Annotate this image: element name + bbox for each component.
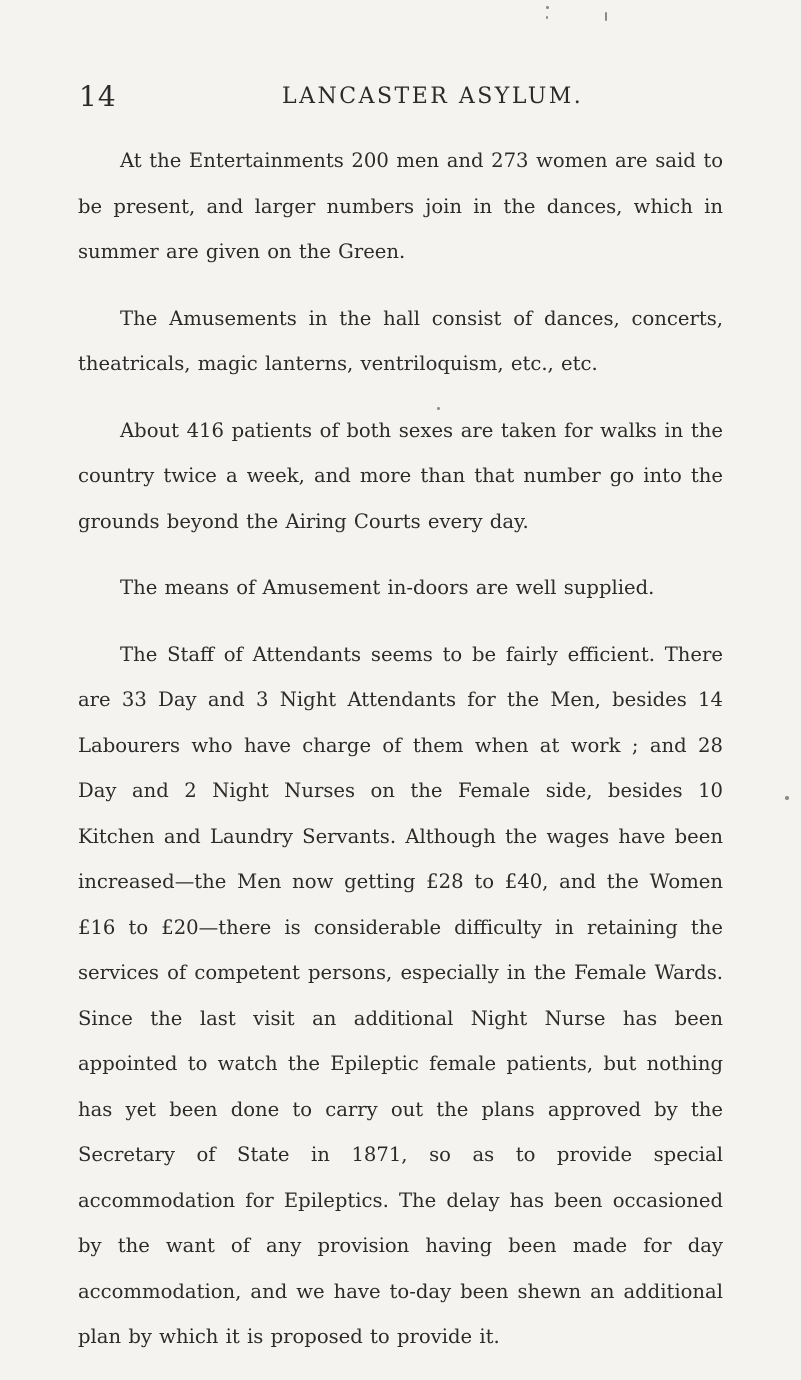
- page-number: 14: [79, 80, 117, 113]
- paragraph-staff: The Staff of Attendants seems to be fairly efficient. There are 33 Day and 3 Night Attendants for the Men, besides 14 Labourers who have charge of them when at work ; and 28 Day and 2 Night Nurses on the Female side, besides 10 Kitchen and Laundry Servants. Although the wages have been increased—the Men now getting £28 to £40, and the Women £16 to £20—there is considerable difficulty in retaining the services of competent persons, especially in the Female Wards. Since the last visit an additional Night Nurse has been appointed to watch the Epileptic female patients, but nothing has yet been done to carry out the plans approved by the Secretary of State in 1871, so as to provide special accommodation for Epileptics. The delay has been occasioned by the want of any provision having been made for day accommodation, and we have to-day been shewn an additional plan by which it is proposed to provide it.: [78, 642, 723, 1348]
- paragraph-indoor-amusement: The means of Amusement in-doors are well supplied.: [120, 576, 655, 599]
- running-title: LANCASTER ASYLUM.: [282, 84, 584, 109]
- paper-speck: [546, 6, 549, 9]
- paper-speck: [437, 407, 440, 410]
- paragraph-amusements: The Amusements in the hall consist of dances, concerts, theatricals, magic lanterns, ventriloquism, etc., etc.: [78, 306, 723, 375]
- body-text: [78, 138, 723, 1360]
- paper-speck: [785, 796, 789, 800]
- paragraph-walks: About 416 patients of both sexes are taken for walks in the country twice a week, and more than that number go into the grounds beyond the Airing Courts every day.: [78, 418, 723, 533]
- paper-speck: [605, 12, 607, 21]
- paragraph-entertainments: At the Entertainments 200 men and 273 women are said to be present, and larger numbers join in the dances, which in summer are given on the Green.: [78, 149, 723, 263]
- paper-speck: [546, 16, 548, 19]
